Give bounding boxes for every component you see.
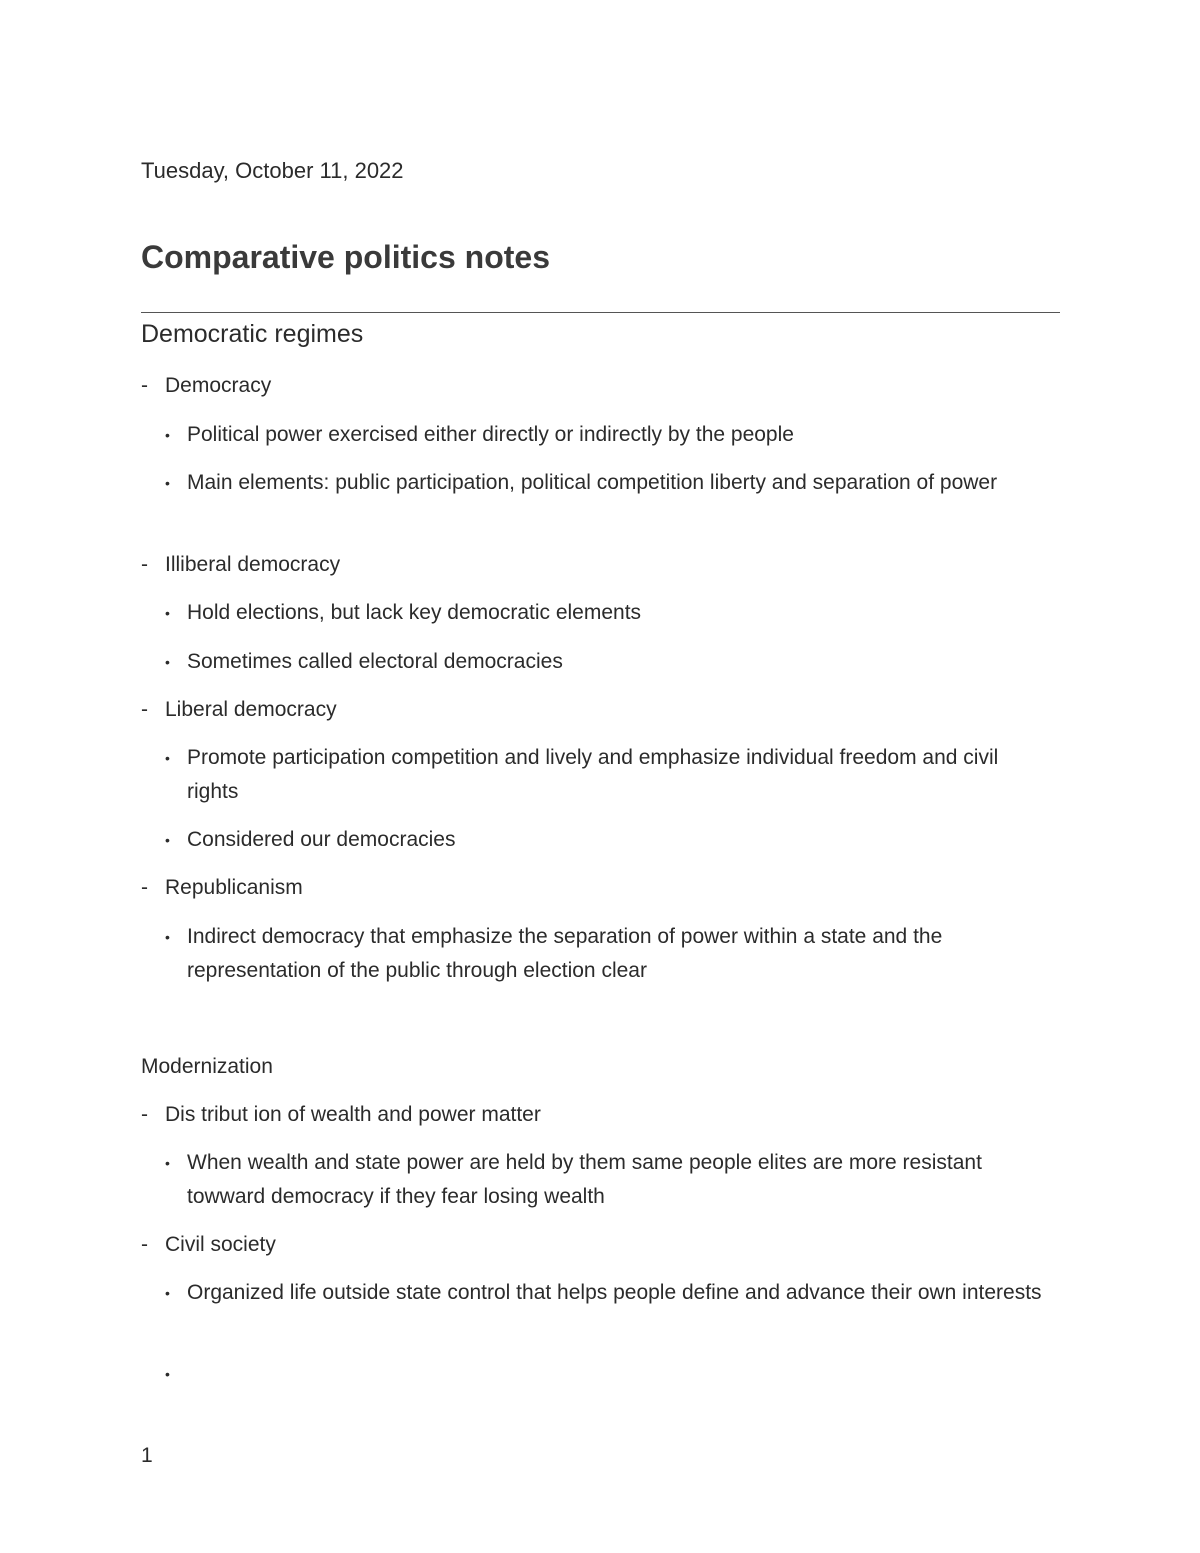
bullet-marker: • — [165, 427, 170, 443]
list-item-label: Dis tribut ion of wealth and power matter — [165, 1103, 541, 1126]
sub-list-item — [165, 645, 1055, 679]
sub-list-item — [165, 1146, 1055, 1214]
sub-list-item — [165, 823, 1055, 857]
note-date: Tuesday, October 11, 2022 — [141, 158, 404, 183]
list-item-republicanism — [141, 871, 303, 905]
bullet-marker: • — [165, 1366, 170, 1382]
sub-list-item-text: Main elements: public participation, political competition liberty and separation of power — [187, 471, 998, 494]
sub-list-item-text: Hold elections, but lack key democratic elements — [187, 601, 642, 624]
sub-list-item — [165, 920, 1055, 988]
bullet-marker: • — [165, 929, 170, 945]
bullet-marker: • — [165, 1285, 170, 1301]
section-heading-democratic-regimes: Democratic regimes — [141, 320, 364, 348]
dash-marker: - — [141, 698, 148, 721]
bullet-marker: • — [165, 605, 170, 621]
title-divider — [141, 312, 1060, 313]
dash-marker: - — [141, 876, 148, 899]
sub-list-item — [165, 418, 1055, 452]
sub-list-item — [165, 596, 1055, 630]
dash-marker: - — [141, 374, 148, 397]
sub-list-item — [165, 1276, 1055, 1310]
list-item-label: Civil society — [165, 1233, 276, 1256]
bullet-marker: • — [165, 750, 170, 766]
section-heading-modernization: Modernization — [141, 1055, 273, 1078]
dash-marker: - — [141, 1103, 148, 1126]
list-item-civil-society — [141, 1228, 276, 1262]
bullet-marker: • — [165, 1155, 170, 1171]
list-item-illiberal-democracy — [141, 548, 340, 582]
bullet-marker: • — [165, 832, 170, 848]
dash-marker: - — [141, 553, 148, 576]
list-item-label: Republicanism — [165, 876, 303, 899]
sub-list-item-text: When wealth and state power are held by them same people elites are more resistant towward democracy if they fear losing wealth — [187, 1151, 982, 1208]
list-item-distribution — [141, 1098, 541, 1132]
sub-list-item-text: Indirect democracy that emphasize the separation of power within a state and the representation of the public through election clear — [187, 925, 943, 982]
sub-list-item-text: Organized life outside state control that helps people define and advance their own interests — [187, 1281, 1042, 1304]
page-title: Comparative politics notes — [141, 239, 550, 275]
list-item-label: Illiberal democracy — [165, 553, 341, 576]
bullet-marker: • — [165, 475, 170, 491]
list-item-label: Democracy — [165, 374, 272, 397]
list-item-liberal-democracy — [141, 693, 337, 727]
dash-marker: - — [141, 1233, 148, 1256]
sub-list-item-text: Considered our democracies — [187, 828, 456, 851]
list-item-label: Liberal democracy — [165, 698, 337, 721]
sub-list-item — [165, 741, 1055, 809]
sub-list-item-text: Promote participation competition and lively and emphasize individual freedom and civil rights — [187, 746, 999, 803]
bullet-marker: • — [165, 654, 170, 670]
sub-list-item — [165, 466, 1055, 500]
page-number: 1 — [141, 1444, 153, 1467]
sub-list-item-text: Sometimes called electoral democracies — [187, 650, 563, 673]
list-item-democracy — [141, 369, 271, 403]
sub-list-item-text: Political power exercised either directly or indirectly by the people — [187, 423, 794, 446]
